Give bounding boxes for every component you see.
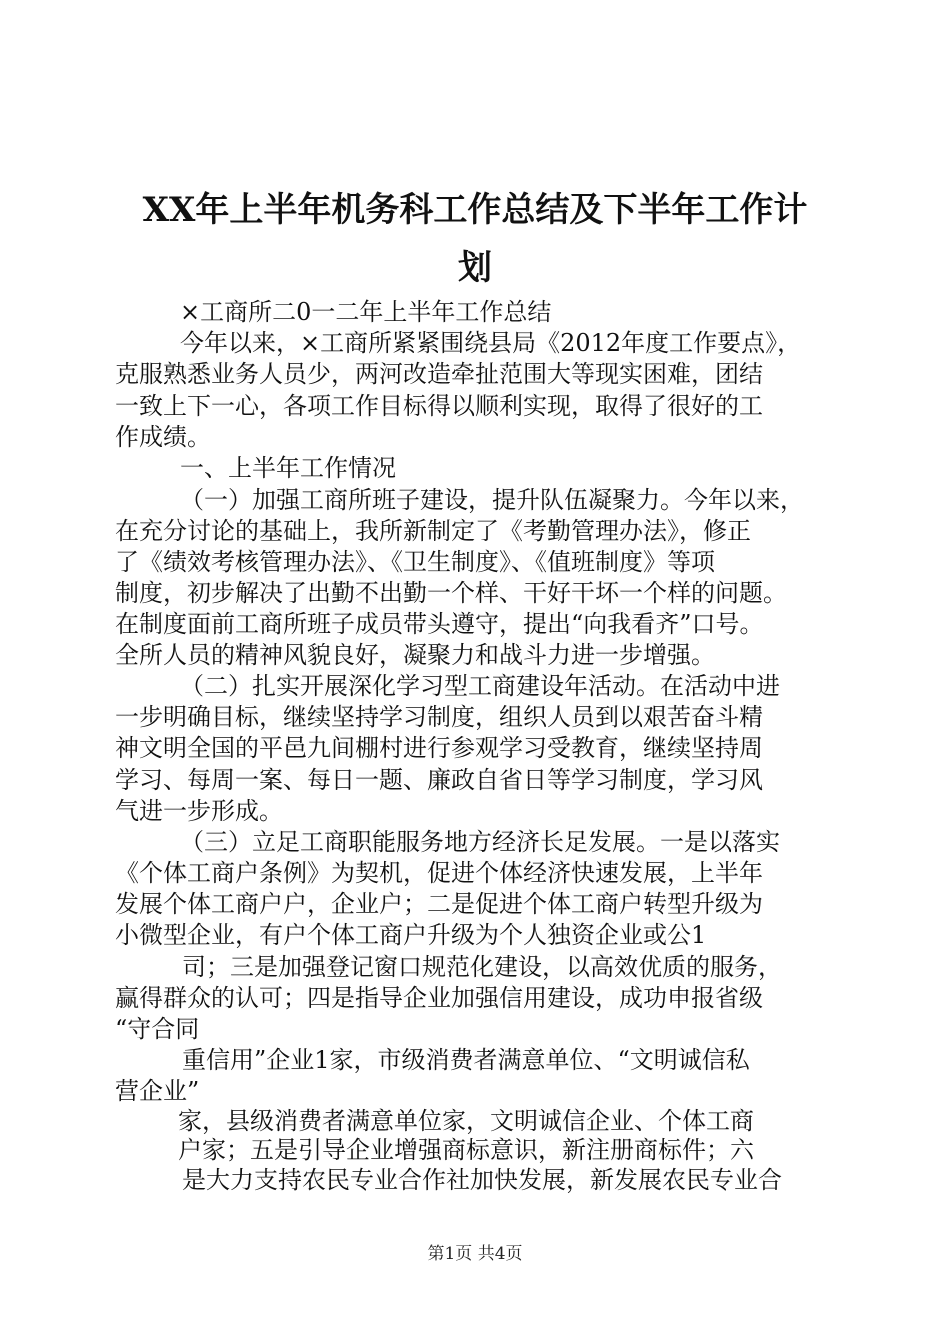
body-text-line: 一、上半年工作情况 xyxy=(180,454,396,482)
document-title-line-2: 划 xyxy=(458,248,492,288)
body-text-line: 一致上下一心，各项工作目标得以顺利实现，取得了很好的工 xyxy=(115,392,763,420)
body-text-line: （三）立足工商职能服务地方经济长足发展。一是以落实 xyxy=(180,828,780,856)
body-text-line: 气进一步形成。 xyxy=(115,797,283,825)
body-text-line: 制度，初步解决了出勤不出勤一个样、干好干坏一个样的问题。 xyxy=(115,579,787,607)
body-text-line: 作成绩。 xyxy=(115,423,211,451)
body-text-line: （二）扎实开展深化学习型工商建设年活动。在活动中进 xyxy=(180,672,780,700)
body-text-line: 重信用”企业1家，市级消费者满意单位、“文明诚信私 xyxy=(182,1046,750,1074)
body-text-line: 户家；五是引导企业增强商标意识，新注册商标件；六 xyxy=(178,1136,754,1164)
body-text-line: 《个体工商户条例》为契机，促进个体经济快速发展，上半年 xyxy=(115,859,763,887)
body-text-line: “守合同 xyxy=(115,1015,200,1043)
body-text-line: 小微型企业，有户个体工商户升级为个人独资企业或公1 xyxy=(115,921,707,949)
body-text-line: 在充分讨论的基础上，我所新制定了《考勤管理办法》，修正 xyxy=(115,517,751,545)
body-text-line: 营企业” xyxy=(115,1077,200,1105)
body-text-line: 神文明全国的平邑九间棚村进行参观学习受教育，继续坚持周 xyxy=(115,734,763,762)
body-text-line: （一）加强工商所班子建设，提升队伍凝聚力。今年以来， xyxy=(180,486,804,514)
document-title-line-1: XX年上半年机务科工作总结及下半年工作计 xyxy=(142,190,808,230)
body-text-line: 一步明确目标，继续坚持学习制度，组织人员到以艰苦奋斗精 xyxy=(115,703,763,731)
body-text-line: 赢得群众的认可；四是指导企业加强信用建设，成功申报省级 xyxy=(115,984,763,1012)
body-text-line: 发展个体工商户户，企业户；二是促进个体工商户转型升级为 xyxy=(115,890,763,918)
body-text-line: 学习、每周一案、每日一题、廉政自省日等学习制度，学习风 xyxy=(115,766,763,794)
body-text-line: 全所人员的精神风貌良好，凝聚力和战斗力进一步增强。 xyxy=(115,641,715,669)
body-text-line: 今年以来，×工商所紧紧围绕县局《2012年度工作要点》， xyxy=(180,329,802,357)
body-text-line: 在制度面前工商所班子成员带头遵守，提出“向我看齐”口号。 xyxy=(115,610,764,638)
body-text-line: 司；三是加强登记窗口规范化建设，以高效优质的服务， xyxy=(182,953,782,981)
body-text-line: ×工商所二0一二年上半年工作总结 xyxy=(180,298,552,326)
body-text-line: 了《绩效考核管理办法》、《卫生制度》、《值班制度》等项 xyxy=(115,548,715,576)
body-text-line: 克服熟悉业务人员少，两河改造牵扯范围大等现实困难，团结 xyxy=(115,360,763,388)
body-text-line: 家，县级消费者满意单位家，文明诚信企业、个体工商 xyxy=(178,1107,754,1135)
body-text-line: 是大力支持农民专业合作社加快发展，新发展农民专业合 xyxy=(182,1166,782,1194)
page-number-footer: 第1页 共4页 xyxy=(427,1244,523,1264)
